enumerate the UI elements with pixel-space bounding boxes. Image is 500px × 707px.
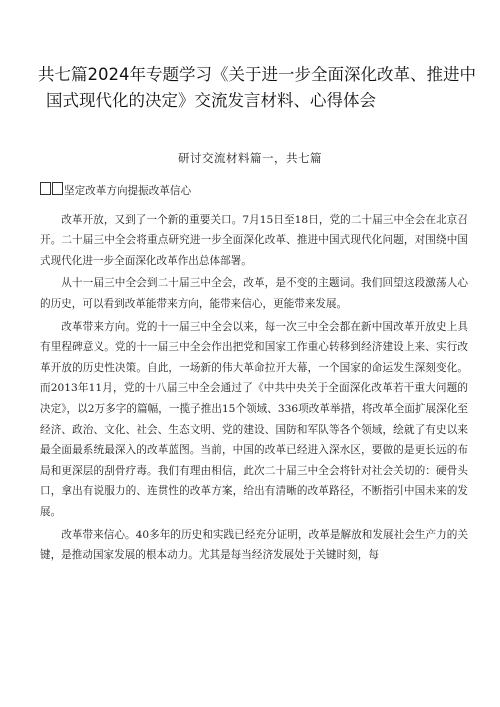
document-title [38, 62, 478, 114]
title-line-1: 共七篇2024年专题学习《关于进一步全面深化改革、推进中 [38, 65, 476, 84]
paragraph-1: 改革开放，又到了一个新的重要关口。7月15日至18日，党的二十届三中全会在北京召开。二十届三中全会将重点研究进一步全面深化改革、推进中国式现代化问题，对围绕中国式现代化进一步全面深化改革作出总体部署。 [40, 213, 468, 267]
title-line-2: 国式现代化的决定》交流发言材料、心得体会 [46, 91, 376, 110]
missing-glyph-icon [52, 182, 63, 195]
paragraph-3: 改革带来方向。党的十一届三中全会以来，每一次三中全会都在新中国改革开放史上具有里程碑意义。党的十一届三中全会作出把党和国家工作重心转移到经济建设上来、实行改革开放的历史性决策。自此，一场新的伟大革命拉开大幕，一个国家的命运发生深刻变化。而2013年11月，党的十八届三中全会通过了《中共中央关于全面深化改革若干重大问题的决定》，以2万多字的篇幅，一揽子推出15个领域、336项改革举措，将改革全面扩展深化至经济、政治、文化、社会、生态文明、党的建设、国防和军队等各个领域，绘就了有史以来最全面最系统最深入的改革蓝图。当前，中国的改革已经进入深水区，要做的是更长远的布局和更深层的刮骨疗毒。我们有理由相信，此次二十届三中全会将针对社会关切的：硬骨头口，拿出有说服力的、连贯性的改革方案，给出有清晰的改革路径，不断指引中国未来的发展。 [40, 320, 468, 518]
paragraph-2: 从十一届三中全会到二十届三中全会，改革，是不变的主题词。我们回望这段激荡人心的历史，可以看到改革能带来方向，能带来信心，更能带来发展。 [40, 277, 468, 310]
section-heading [40, 181, 468, 202]
paragraph-4: 改革带来信心。40多年的历史和实践已经充分证明，改革是解放和发展社会生产力的关键，是推动国家发展的根本动力。尤其是每当经济发展处于关键时刻，每 [40, 528, 468, 562]
document-subtitle: 研讨交流材料篇一，共七篇 [178, 151, 322, 165]
missing-glyph-icon [40, 182, 51, 195]
document-body [40, 181, 468, 568]
section-heading-text: 坚定改革方向提振改革信心 [64, 185, 192, 197]
